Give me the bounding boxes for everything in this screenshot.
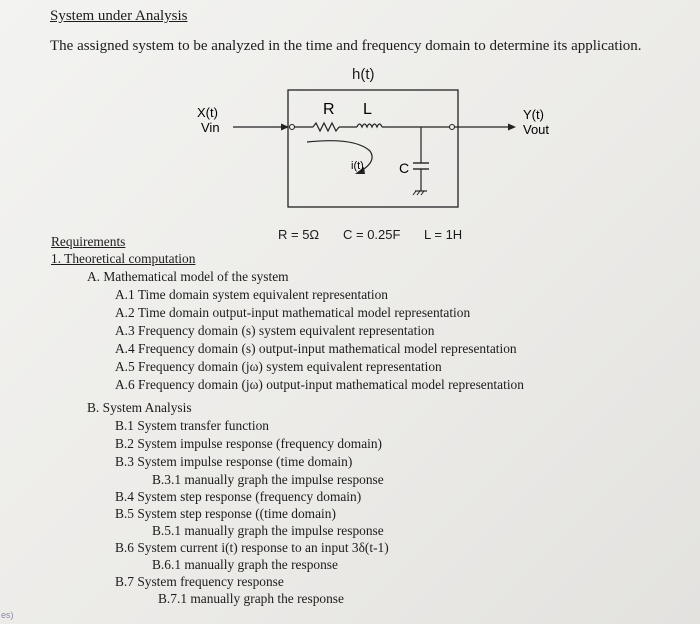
list-item-b5: B.5 System step response ((time domain) <box>115 506 336 521</box>
corner-fragment: es) <box>1 610 14 620</box>
resistor-symbol <box>313 123 339 131</box>
section-a-title: A. Mathematical model of the system <box>87 269 289 284</box>
output-node <box>450 125 455 130</box>
input-sub-label: Vin <box>201 120 220 135</box>
section-b-title: B. System Analysis <box>87 400 192 415</box>
list-item-b51: B.5.1 manually graph the impulse response <box>152 523 384 538</box>
param-r: R = 5Ω <box>278 227 320 242</box>
list-item-a3: A.3 Frequency domain (s) system equivalent representation <box>115 323 435 338</box>
input-label: X(t) <box>197 105 218 120</box>
system-box <box>288 90 458 207</box>
circuit-diagram <box>185 85 550 215</box>
capacitor-label: C <box>399 160 410 176</box>
list-item-a6: A.6 Frequency domain (jω) output-input mathematical model representation <box>115 377 524 392</box>
inductor-symbol <box>357 124 382 127</box>
current-label: i(t) <box>351 160 364 172</box>
output-sub-label: Vout <box>523 122 550 137</box>
list-item-b3: B.3 System impulse response (time domain) <box>115 454 353 469</box>
list-item-b1: B.1 System transfer function <box>115 418 269 433</box>
theoretical-computation: 1. Theoretical computation <box>51 251 196 266</box>
list-item-a5: A.5 Frequency domain (jω) system equivalent representation <box>115 359 442 374</box>
list-item-b71: B.7.1 manually graph the response <box>158 591 344 606</box>
output-label: Y(t) <box>523 107 544 122</box>
list-item-a4: A.4 Frequency domain (s) output-input mathematical model representation <box>115 341 517 356</box>
section-title: System under Analysis <box>50 8 188 24</box>
param-c: C = 0.25F <box>343 227 401 242</box>
list-item-a1: A.1 Time domain system equivalent representation <box>115 287 388 302</box>
list-item-b31: B.3.1 manually graph the impulse response <box>152 472 384 487</box>
block-label: h(t) <box>352 66 375 83</box>
list-item-b6: B.6 System current i(t) response to an input 3δ(t-1) <box>115 540 389 555</box>
requirements-title: Requirements <box>51 234 126 249</box>
list-item-b2: B.2 System impulse response (frequency domain) <box>115 436 383 451</box>
intro-text: The assigned system to be analyzed in the time and frequency domain to determine its application. <box>50 38 642 54</box>
inductor-label: L <box>363 101 372 118</box>
list-item-b7: B.7 System frequency response <box>115 574 284 589</box>
list-item-b4: B.4 System step response (frequency domain) <box>115 489 362 504</box>
input-node <box>290 125 295 130</box>
output-arrow-head <box>508 124 516 131</box>
param-l: L = 1H <box>424 227 463 242</box>
list-item-b61: B.6.1 manually graph the response <box>152 557 338 572</box>
list-item-a2: A.2 Time domain output-input mathematical model representation <box>115 305 471 320</box>
resistor-label: R <box>323 101 335 118</box>
